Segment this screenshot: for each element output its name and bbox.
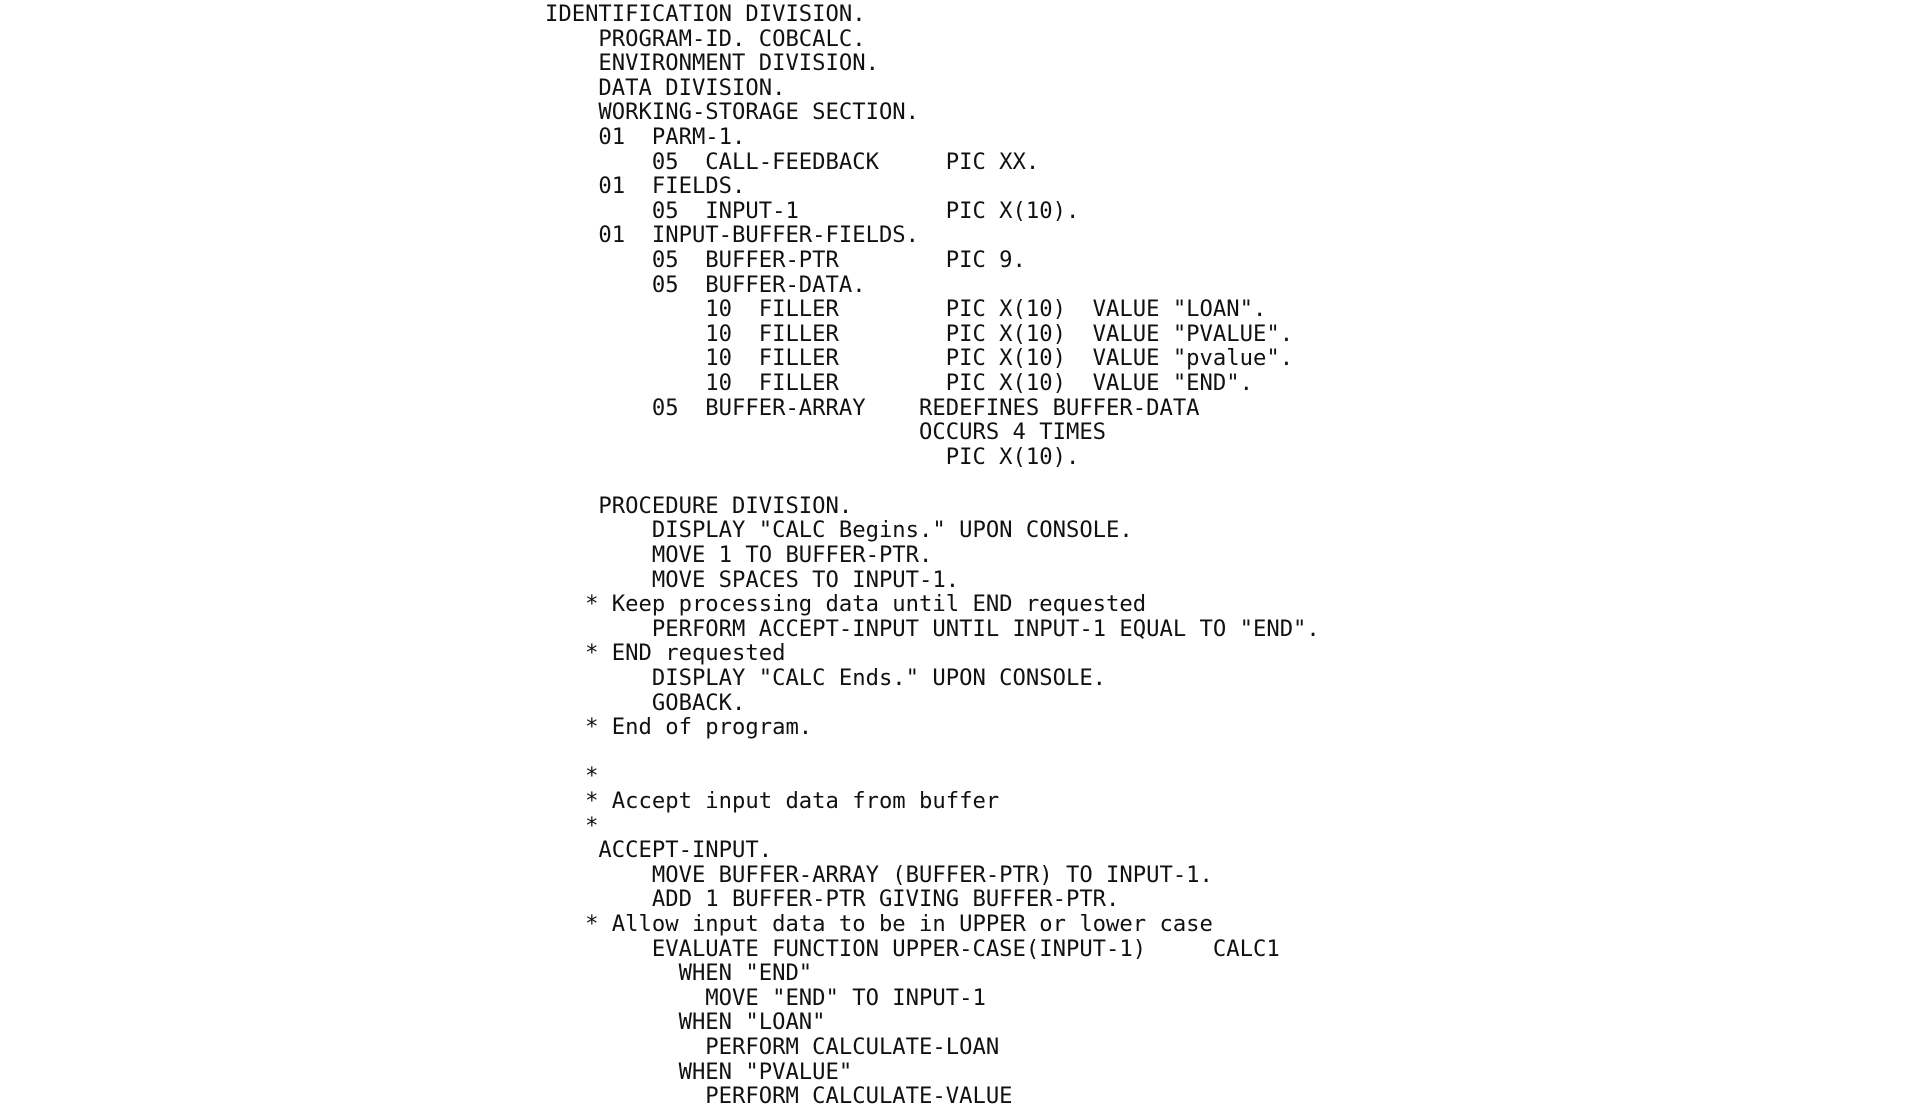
code-line: 10 FILLER PIC X(10) VALUE "LOAN". — [545, 296, 1267, 323]
code-line: PERFORM CALCULATE-VALUE — [545, 1083, 1013, 1109]
comment-line: * — [545, 763, 599, 790]
code-line: 05 INPUT-1 PIC X(10). — [545, 197, 1080, 224]
code-line: ENVIRONMENT DIVISION. — [545, 50, 879, 77]
code-line: IDENTIFICATION DIVISION. — [545, 1, 866, 27]
code-line: 10 FILLER PIC X(10) VALUE "END". — [545, 369, 1253, 396]
code-line: 10 FILLER PIC X(10) VALUE "pvalue". — [545, 345, 1294, 372]
code-line: 01 PARM-1. — [545, 123, 746, 150]
code-line: PROCEDURE DIVISION. — [545, 492, 853, 519]
comment-line: * Keep processing data until END requested — [545, 591, 1147, 618]
comment-line: * End of program. — [545, 714, 813, 741]
code-line: GOBACK. — [545, 689, 746, 716]
comment-line: * Allow input data to be in UPPER or lower case — [545, 910, 1213, 937]
code-line: PIC X(10). — [545, 443, 1080, 470]
code-line: MOVE SPACES TO INPUT-1. — [545, 566, 960, 593]
code-line: 01 INPUT-BUFFER-FIELDS. — [545, 222, 920, 249]
code-line: PERFORM ACCEPT-INPUT UNTIL INPUT-1 EQUAL TO "END". — [545, 615, 1320, 642]
code-line: DATA DIVISION. — [545, 74, 786, 101]
comment-line: * Accept input data from buffer — [545, 788, 1000, 814]
code-line: MOVE 1 TO BUFFER-PTR. — [545, 542, 933, 569]
code-line: WHEN "PVALUE" — [545, 1058, 853, 1085]
blank-line — [545, 469, 1320, 494]
code-line: 05 CALL-FEEDBACK PIC XX. — [545, 148, 1040, 175]
code-line: WORKING-STORAGE SECTION. — [545, 99, 920, 126]
code-line: 05 BUFFER-DATA. — [545, 271, 866, 298]
cobol-source-listing — [545, 2, 1320, 1109]
comment-line: * — [545, 812, 599, 839]
code-line: DISPLAY "CALC Ends." UPON CONSOLE. — [545, 665, 1107, 692]
code-line: OCCURS 4 TIMES — [545, 419, 1107, 446]
code-line: PERFORM CALCULATE-LOAN — [545, 1033, 1000, 1060]
code-line: 10 FILLER PIC X(10) VALUE "PVALUE". — [545, 320, 1294, 347]
blank-line — [545, 740, 1320, 765]
code-line: 01 FIELDS. — [545, 173, 746, 200]
code-line: DISPLAY "CALC Begins." UPON CONSOLE. — [545, 517, 1133, 544]
comment-line: * END requested — [545, 640, 786, 667]
code-line: MOVE BUFFER-ARRAY (BUFFER-PTR) TO INPUT-1. — [545, 861, 1213, 888]
code-line: WHEN "LOAN" — [545, 1009, 826, 1036]
code-line: EVALUATE FUNCTION UPPER-CASE(INPUT-1) CALC1 — [545, 935, 1280, 962]
code-line: WHEN "END" — [545, 960, 813, 987]
code-line: 05 BUFFER-ARRAY REDEFINES BUFFER-DATA — [545, 394, 1200, 421]
code-line: MOVE "END" TO INPUT-1 — [545, 984, 986, 1011]
code-line: 05 BUFFER-PTR PIC 9. — [545, 246, 1026, 273]
code-line: ACCEPT-INPUT. — [545, 837, 773, 864]
code-line: PROGRAM-ID. COBCALC. — [545, 25, 866, 52]
code-line: ADD 1 BUFFER-PTR GIVING BUFFER-PTR. — [545, 886, 1120, 913]
